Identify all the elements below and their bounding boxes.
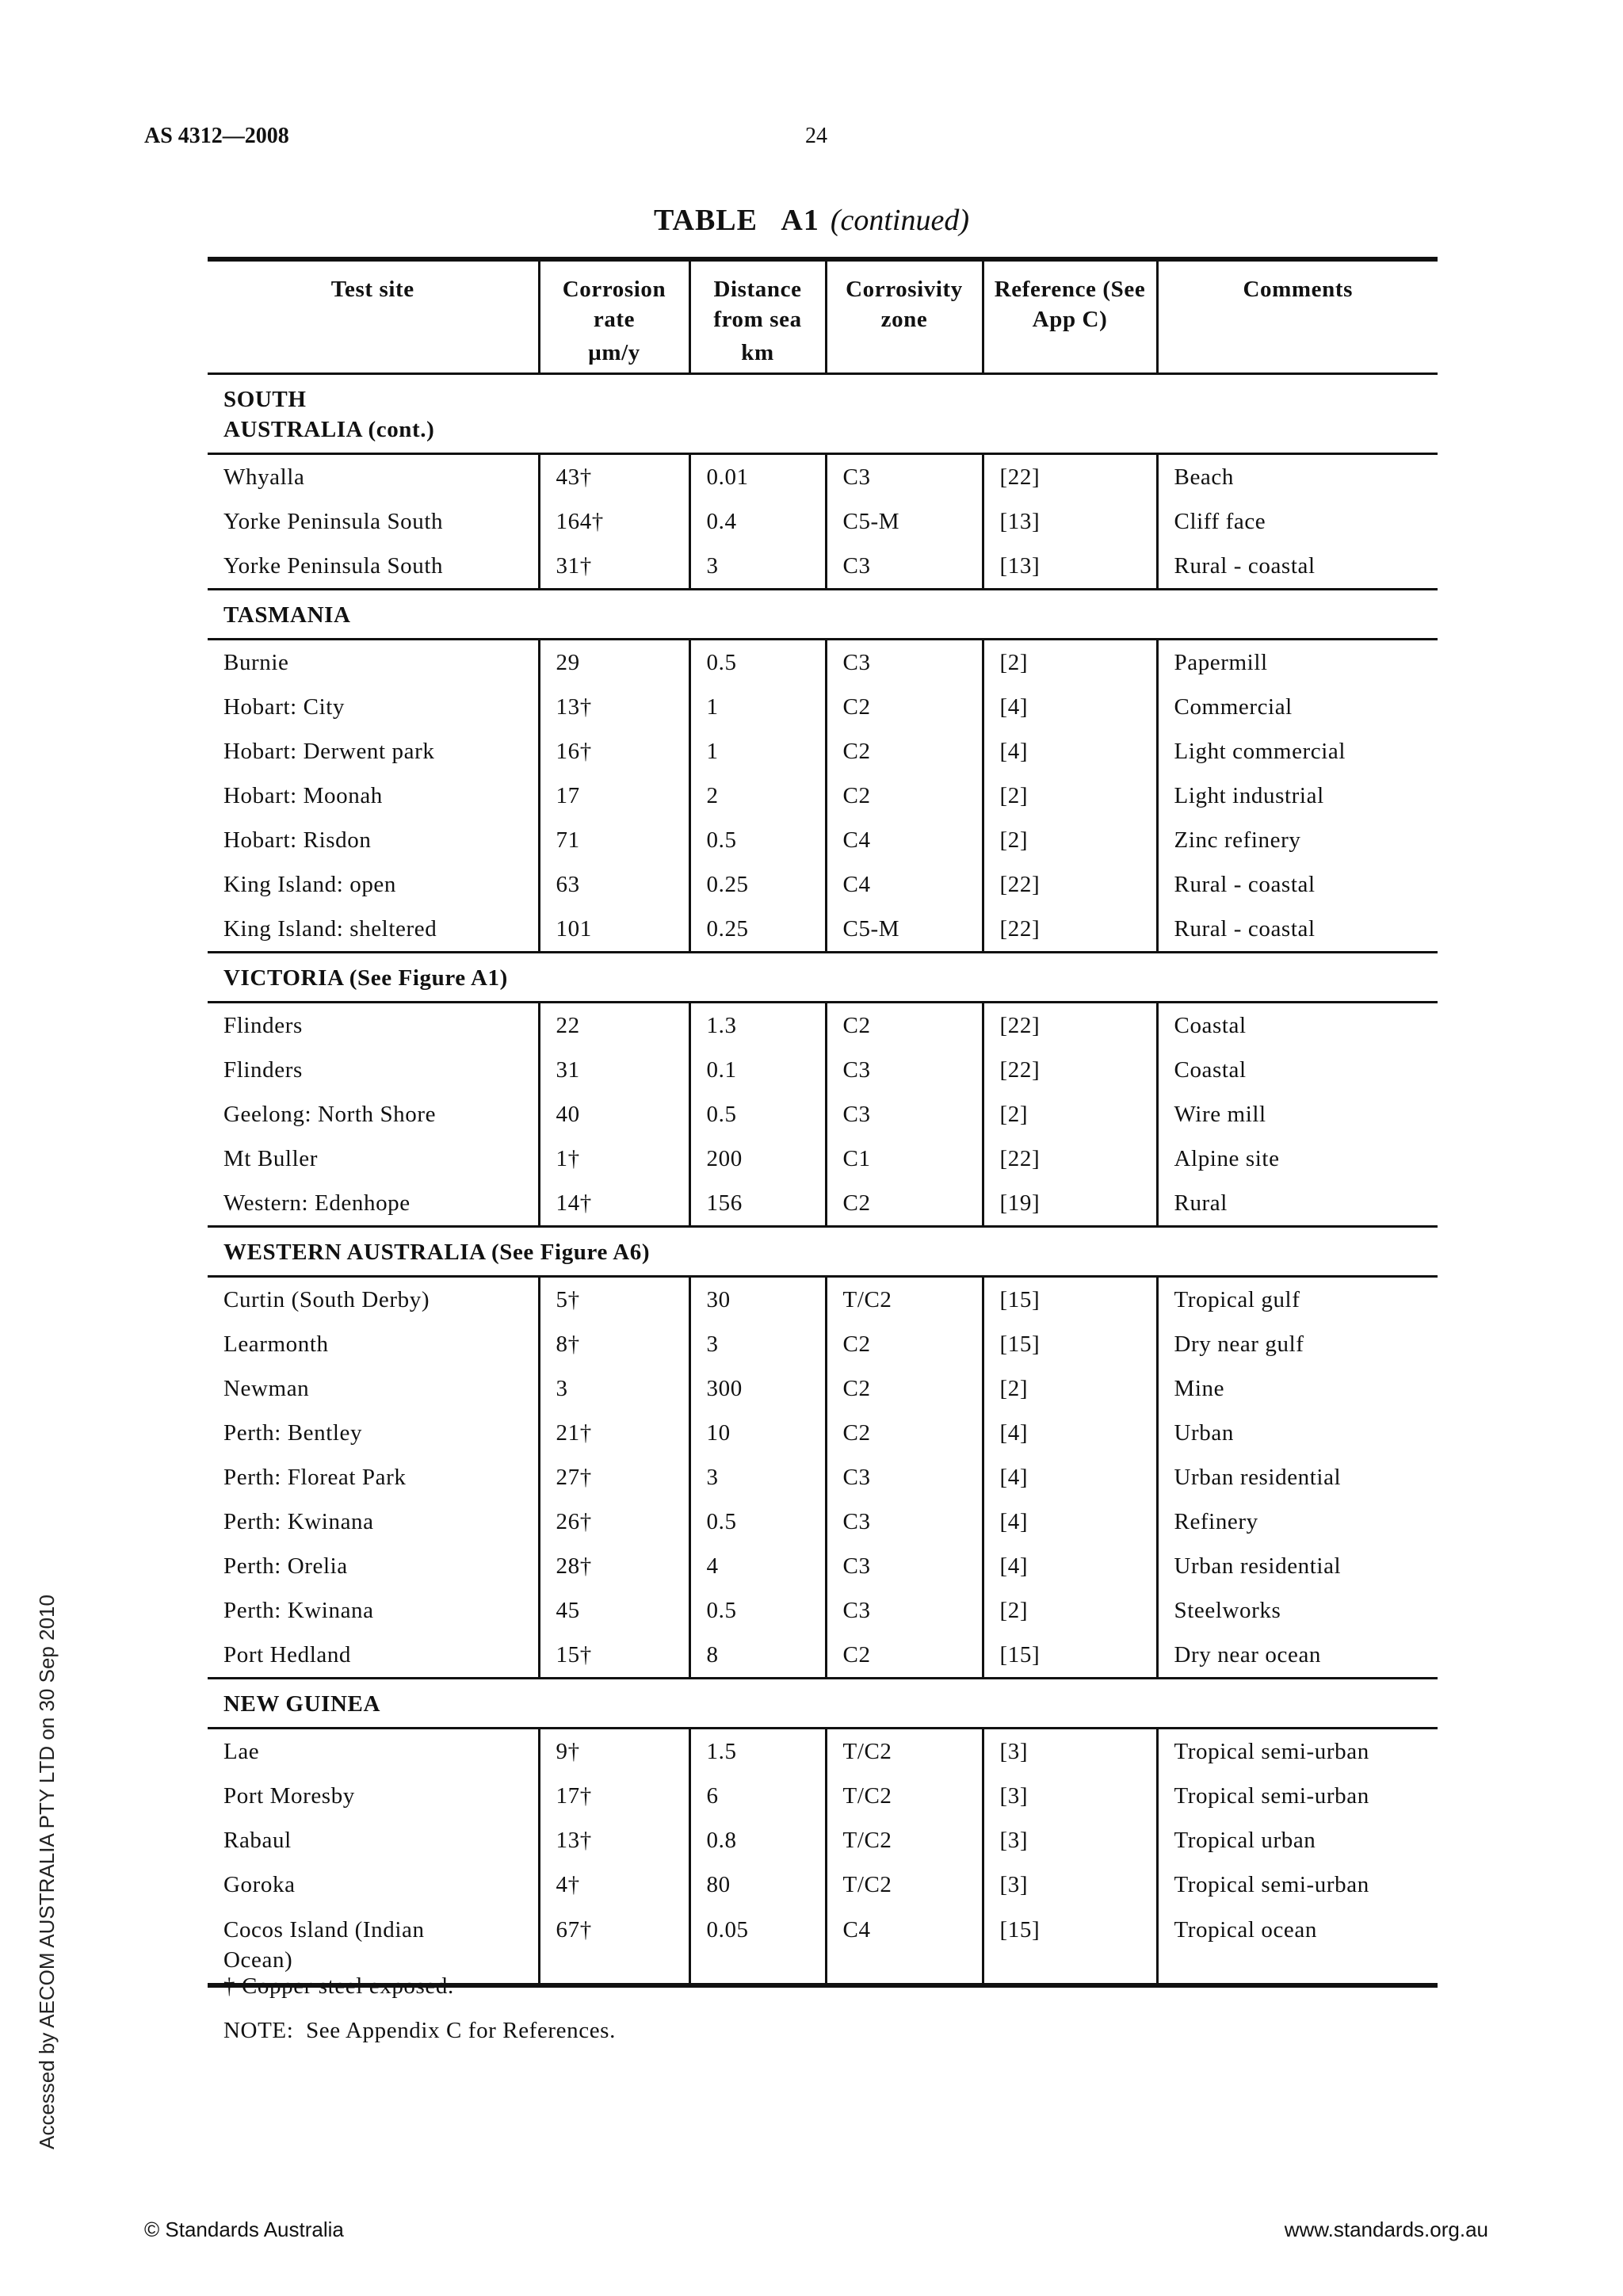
standard-number: AS 4312—2008: [144, 124, 289, 148]
cell-zone: C5-M: [826, 499, 983, 544]
table-row: [208, 1499, 1438, 1544]
table-row: [208, 729, 1438, 774]
cell-distance: 1.5: [689, 1729, 826, 1775]
cell-reference: [15]: [983, 1322, 1157, 1366]
cell-comments: Tropical semi-urban: [1157, 1862, 1438, 1907]
cell-test-site: Goroka: [223, 1872, 296, 1897]
table-row: [208, 1862, 1438, 1907]
cell-reference: [2]: [983, 1588, 1157, 1633]
col-header-zone: Corrosivity zone: [826, 259, 983, 334]
cell-corrosion-rate: 67†: [539, 1907, 689, 1985]
cell-distance: 200: [689, 1137, 826, 1181]
cell-test-site: Port Hedland: [223, 1642, 352, 1668]
cell-comments: Cliff face: [1157, 499, 1438, 544]
cell-test-site: Rabaul: [223, 1828, 292, 1853]
cell-reference: [2]: [983, 1092, 1157, 1137]
cell-corrosion-rate: 3: [539, 1366, 689, 1411]
cell-comments: Refinery: [1157, 1499, 1438, 1544]
cell-distance: 300: [689, 1366, 826, 1411]
table-row: [208, 640, 1438, 686]
cell-corrosion-rate: 164†: [539, 499, 689, 544]
cell-corrosion-rate: 17†: [539, 1774, 689, 1818]
footer-copyright: © Standards Australia: [144, 2218, 344, 2241]
cell-comments: Papermill: [1157, 640, 1438, 686]
cell-zone: T/C2: [826, 1862, 983, 1907]
cell-comments: Alpine site: [1157, 1137, 1438, 1181]
cell-comments: Tropical urban: [1157, 1818, 1438, 1862]
cell-test-site: Hobart: Derwent park: [223, 739, 435, 764]
table-row: [208, 1092, 1438, 1137]
cell-corrosion-rate: 71: [539, 818, 689, 862]
cell-comments: Coastal: [1157, 1048, 1438, 1092]
cell-zone: C3: [826, 1048, 983, 1092]
cell-corrosion-rate: 45: [539, 1588, 689, 1633]
cell-test-site: Burnie: [223, 650, 289, 675]
cell-reference: [22]: [983, 1048, 1157, 1092]
cell-corrosion-rate: 4†: [539, 1862, 689, 1907]
cell-test-site: Newman: [223, 1376, 310, 1401]
cell-distance: 3: [689, 1322, 826, 1366]
section-heading: WESTERN AUSTRALIA (See Figure A6): [208, 1227, 1438, 1277]
cell-comments: Tropical ocean: [1157, 1907, 1438, 1985]
cell-distance: 6: [689, 1774, 826, 1818]
col-header-corrosion-rate: Corrosion rate: [539, 259, 689, 334]
cell-reference: [4]: [983, 685, 1157, 729]
cell-test-site: Flinders: [223, 1013, 303, 1038]
table-row: [208, 685, 1438, 729]
cell-corrosion-rate: 9†: [539, 1729, 689, 1775]
cell-zone: C3: [826, 1455, 983, 1499]
cell-reference: [3]: [983, 1774, 1157, 1818]
table-row: [208, 1818, 1438, 1862]
cell-test-site: Learmonth: [223, 1331, 329, 1357]
table-row: [208, 1411, 1438, 1455]
cell-distance: 8: [689, 1633, 826, 1679]
table-row: [208, 1729, 1438, 1775]
cell-test-site: Perth: Kwinana: [223, 1509, 374, 1534]
col-header-distance: Distance from sea: [689, 259, 826, 334]
table-row: [208, 818, 1438, 862]
cell-distance: 0.8: [689, 1818, 826, 1862]
cell-reference: [2]: [983, 640, 1157, 686]
col-header-test-site: Test site: [330, 277, 414, 302]
cell-reference: [4]: [983, 1411, 1157, 1455]
section-heading-row: [208, 374, 1438, 454]
table-row: [208, 1588, 1438, 1633]
cell-corrosion-rate: 8†: [539, 1322, 689, 1366]
cell-test-site: Western: Edenhope: [223, 1190, 411, 1216]
cell-zone: C5-M: [826, 907, 983, 953]
section-heading: NEW GUINEA: [208, 1679, 1438, 1729]
cell-comments: Tropical gulf: [1157, 1277, 1438, 1323]
cell-reference: [4]: [983, 1499, 1157, 1544]
unit-corrosion-rate: µm/y: [539, 334, 689, 374]
cell-test-site: Geelong: North Shore: [223, 1102, 437, 1127]
cell-distance: 4: [689, 1544, 826, 1588]
unit-distance: km: [689, 334, 826, 374]
cell-zone: C3: [826, 1544, 983, 1588]
cell-distance: 0.05: [689, 1907, 826, 1985]
cell-comments: Beach: [1157, 454, 1438, 500]
cell-zone: T/C2: [826, 1277, 983, 1323]
cell-zone: C3: [826, 640, 983, 686]
table-row: [208, 1455, 1438, 1499]
cell-corrosion-rate: 16†: [539, 729, 689, 774]
cell-zone: C2: [826, 1181, 983, 1227]
cell-test-site: Perth: Bentley: [223, 1420, 363, 1446]
cell-test-site: Flinders: [223, 1057, 303, 1083]
cell-zone: C1: [826, 1137, 983, 1181]
cell-reference: [3]: [983, 1818, 1157, 1862]
cell-reference: [4]: [983, 729, 1157, 774]
cell-test-site: Cocos Island (Indian Ocean): [208, 1907, 539, 1985]
cell-zone: C3: [826, 1499, 983, 1544]
cell-zone: C4: [826, 862, 983, 907]
cell-reference: [2]: [983, 774, 1157, 818]
cell-zone: C2: [826, 729, 983, 774]
cell-comments: Light industrial: [1157, 774, 1438, 818]
cell-comments: Mine: [1157, 1366, 1438, 1411]
cell-reference: [22]: [983, 1137, 1157, 1181]
cell-comments: Urban residential: [1157, 1544, 1438, 1588]
cell-test-site: Yorke Peninsula South: [223, 553, 444, 579]
cell-distance: 0.5: [689, 818, 826, 862]
cell-reference: [2]: [983, 1366, 1157, 1411]
cell-reference: [3]: [983, 1729, 1157, 1775]
cell-zone: T/C2: [826, 1729, 983, 1775]
cell-reference: [22]: [983, 454, 1157, 500]
cell-distance: 0.5: [689, 1499, 826, 1544]
cell-distance: 0.5: [689, 1092, 826, 1137]
table-row: [208, 862, 1438, 907]
cell-test-site: Port Moresby: [223, 1783, 355, 1809]
cell-corrosion-rate: 27†: [539, 1455, 689, 1499]
cell-reference: [4]: [983, 1544, 1157, 1588]
footnote: † Copper steel exposed.: [223, 1973, 454, 1999]
cell-zone: T/C2: [826, 1818, 983, 1862]
cell-distance: 2: [689, 774, 826, 818]
col-header-comments: Comments: [1157, 259, 1438, 334]
table-row: [208, 1277, 1438, 1323]
cell-test-site: Perth: Kwinana: [223, 1598, 374, 1623]
table-row: [208, 907, 1438, 953]
cell-comments: Rural: [1157, 1181, 1438, 1227]
cell-comments: Steelworks: [1157, 1588, 1438, 1633]
cell-comments: Commercial: [1157, 685, 1438, 729]
cell-reference: [15]: [983, 1633, 1157, 1679]
cell-distance: 1: [689, 685, 826, 729]
cell-distance: 156: [689, 1181, 826, 1227]
cell-zone: C2: [826, 685, 983, 729]
cell-distance: 3: [689, 1455, 826, 1499]
cell-corrosion-rate: 22: [539, 1003, 689, 1049]
cell-zone: C2: [826, 1366, 983, 1411]
cell-corrosion-rate: 14†: [539, 1181, 689, 1227]
cell-zone: C2: [826, 774, 983, 818]
cell-reference: [3]: [983, 1862, 1157, 1907]
cell-comments: Light commercial: [1157, 729, 1438, 774]
cell-corrosion-rate: 40: [539, 1092, 689, 1137]
cell-test-site: Perth: Floreat Park: [223, 1465, 407, 1490]
table-row: [208, 1544, 1438, 1588]
cell-distance: 0.25: [689, 907, 826, 953]
cell-corrosion-rate: 29: [539, 640, 689, 686]
table-row: [208, 499, 1438, 544]
cell-zone: C3: [826, 1092, 983, 1137]
cell-test-site: Perth: Orelia: [223, 1553, 348, 1579]
cell-comments: Tropical semi-urban: [1157, 1729, 1438, 1775]
table-label: TABLE A1: [653, 204, 819, 237]
section-heading-row: [208, 1679, 1438, 1729]
cell-zone: C4: [826, 1907, 983, 1985]
page-number: 24: [805, 124, 827, 148]
section-heading: TASMANIA: [208, 590, 1438, 640]
section-heading-row: [208, 590, 1438, 640]
cell-distance: 80: [689, 1862, 826, 1907]
cell-comments: Tropical semi-urban: [1157, 1774, 1438, 1818]
cell-test-site: Curtin (South Derby): [223, 1287, 430, 1312]
table-row: [208, 1366, 1438, 1411]
table-row: [208, 1048, 1438, 1092]
cell-corrosion-rate: 31†: [539, 544, 689, 590]
section-heading-row: [208, 1227, 1438, 1277]
cell-comments: Urban: [1157, 1411, 1438, 1455]
cell-distance: 0.25: [689, 862, 826, 907]
cell-comments: Wire mill: [1157, 1092, 1438, 1137]
table-row: [208, 1181, 1438, 1227]
cell-test-site: King Island: open: [223, 872, 397, 897]
cell-corrosion-rate: 15†: [539, 1633, 689, 1679]
cell-test-site: King Island: sheltered: [223, 916, 437, 942]
cell-corrosion-rate: 101: [539, 907, 689, 953]
cell-corrosion-rate: 28†: [539, 1544, 689, 1588]
cell-distance: 10: [689, 1411, 826, 1455]
table-row: [208, 774, 1438, 818]
cell-comments: Rural - coastal: [1157, 544, 1438, 590]
section-heading: SOUTH AUSTRALIA (cont.): [208, 374, 1438, 454]
cell-reference: [4]: [983, 1455, 1157, 1499]
cell-comments: Dry near ocean: [1157, 1633, 1438, 1679]
cell-zone: C2: [826, 1003, 983, 1049]
cell-test-site: Whyalla: [223, 464, 305, 490]
cell-zone: C3: [826, 1588, 983, 1633]
cell-reference: [22]: [983, 862, 1157, 907]
table-row: [208, 1322, 1438, 1366]
cell-reference: [13]: [983, 499, 1157, 544]
table-title: [0, 203, 1623, 238]
cell-corrosion-rate: 31: [539, 1048, 689, 1092]
cell-distance: 30: [689, 1277, 826, 1323]
cell-distance: 3: [689, 544, 826, 590]
col-header-reference: Reference (See App C): [983, 259, 1157, 334]
section-heading: VICTORIA (See Figure A1): [208, 953, 1438, 1003]
table-header: [208, 259, 1438, 374]
cell-corrosion-rate: 13†: [539, 685, 689, 729]
table-row: [208, 1774, 1438, 1818]
cell-comments: Rural - coastal: [1157, 862, 1438, 907]
table-row: [208, 544, 1438, 590]
table-row: [208, 1003, 1438, 1049]
table-qualifier: (continued): [830, 204, 969, 237]
cell-distance: 1: [689, 729, 826, 774]
cell-corrosion-rate: 5†: [539, 1277, 689, 1323]
cell-reference: [15]: [983, 1907, 1157, 1985]
cell-zone: C3: [826, 544, 983, 590]
cell-corrosion-rate: 26†: [539, 1499, 689, 1544]
section-heading-row: [208, 953, 1438, 1003]
cell-reference: [15]: [983, 1277, 1157, 1323]
corrosion-table: [208, 257, 1438, 1988]
cell-test-site: Hobart: Risdon: [223, 827, 372, 853]
cell-reference: [13]: [983, 544, 1157, 590]
cell-comments: Rural - coastal: [1157, 907, 1438, 953]
cell-zone: T/C2: [826, 1774, 983, 1818]
cell-zone: C4: [826, 818, 983, 862]
cell-test-site: Hobart: Moonah: [223, 783, 383, 808]
cell-test-site: Lae: [223, 1739, 260, 1764]
cell-distance: 0.4: [689, 499, 826, 544]
cell-comments: Coastal: [1157, 1003, 1438, 1049]
table-row: [208, 454, 1438, 500]
cell-distance: 0.01: [689, 454, 826, 500]
cell-reference: [2]: [983, 818, 1157, 862]
cell-reference: [22]: [983, 1003, 1157, 1049]
cell-corrosion-rate: 43†: [539, 454, 689, 500]
cell-comments: Dry near gulf: [1157, 1322, 1438, 1366]
cell-corrosion-rate: 13†: [539, 1818, 689, 1862]
cell-distance: 0.5: [689, 1588, 826, 1633]
footer-website[interactable]: www.standards.org.au: [1284, 2218, 1488, 2241]
cell-zone: C2: [826, 1322, 983, 1366]
cell-distance: 1.3: [689, 1003, 826, 1049]
cell-corrosion-rate: 17: [539, 774, 689, 818]
cell-zone: C2: [826, 1633, 983, 1679]
cell-comments: Urban residential: [1157, 1455, 1438, 1499]
table-row: [208, 1633, 1438, 1679]
table-row: [208, 1137, 1438, 1181]
cell-test-site: Hobart: City: [223, 694, 345, 720]
cell-test-site: Mt Buller: [223, 1146, 318, 1171]
cell-distance: 0.5: [689, 640, 826, 686]
cell-test-site: Yorke Peninsula South: [223, 509, 444, 534]
cell-distance: 0.1: [689, 1048, 826, 1092]
note: NOTE: See Appendix C for References.: [223, 2018, 616, 2043]
cell-reference: [22]: [983, 907, 1157, 953]
cell-corrosion-rate: 63: [539, 862, 689, 907]
cell-corrosion-rate: 1†: [539, 1137, 689, 1181]
table-body: [208, 374, 1438, 1986]
cell-reference: [19]: [983, 1181, 1157, 1227]
cell-corrosion-rate: 21†: [539, 1411, 689, 1455]
cell-zone: C3: [826, 454, 983, 500]
cell-zone: C2: [826, 1411, 983, 1455]
cell-comments: Zinc refinery: [1157, 818, 1438, 862]
access-watermark: Accessed by AECOM AUSTRALIA PTY LTD on 30 Sep 2010: [35, 1595, 59, 2149]
